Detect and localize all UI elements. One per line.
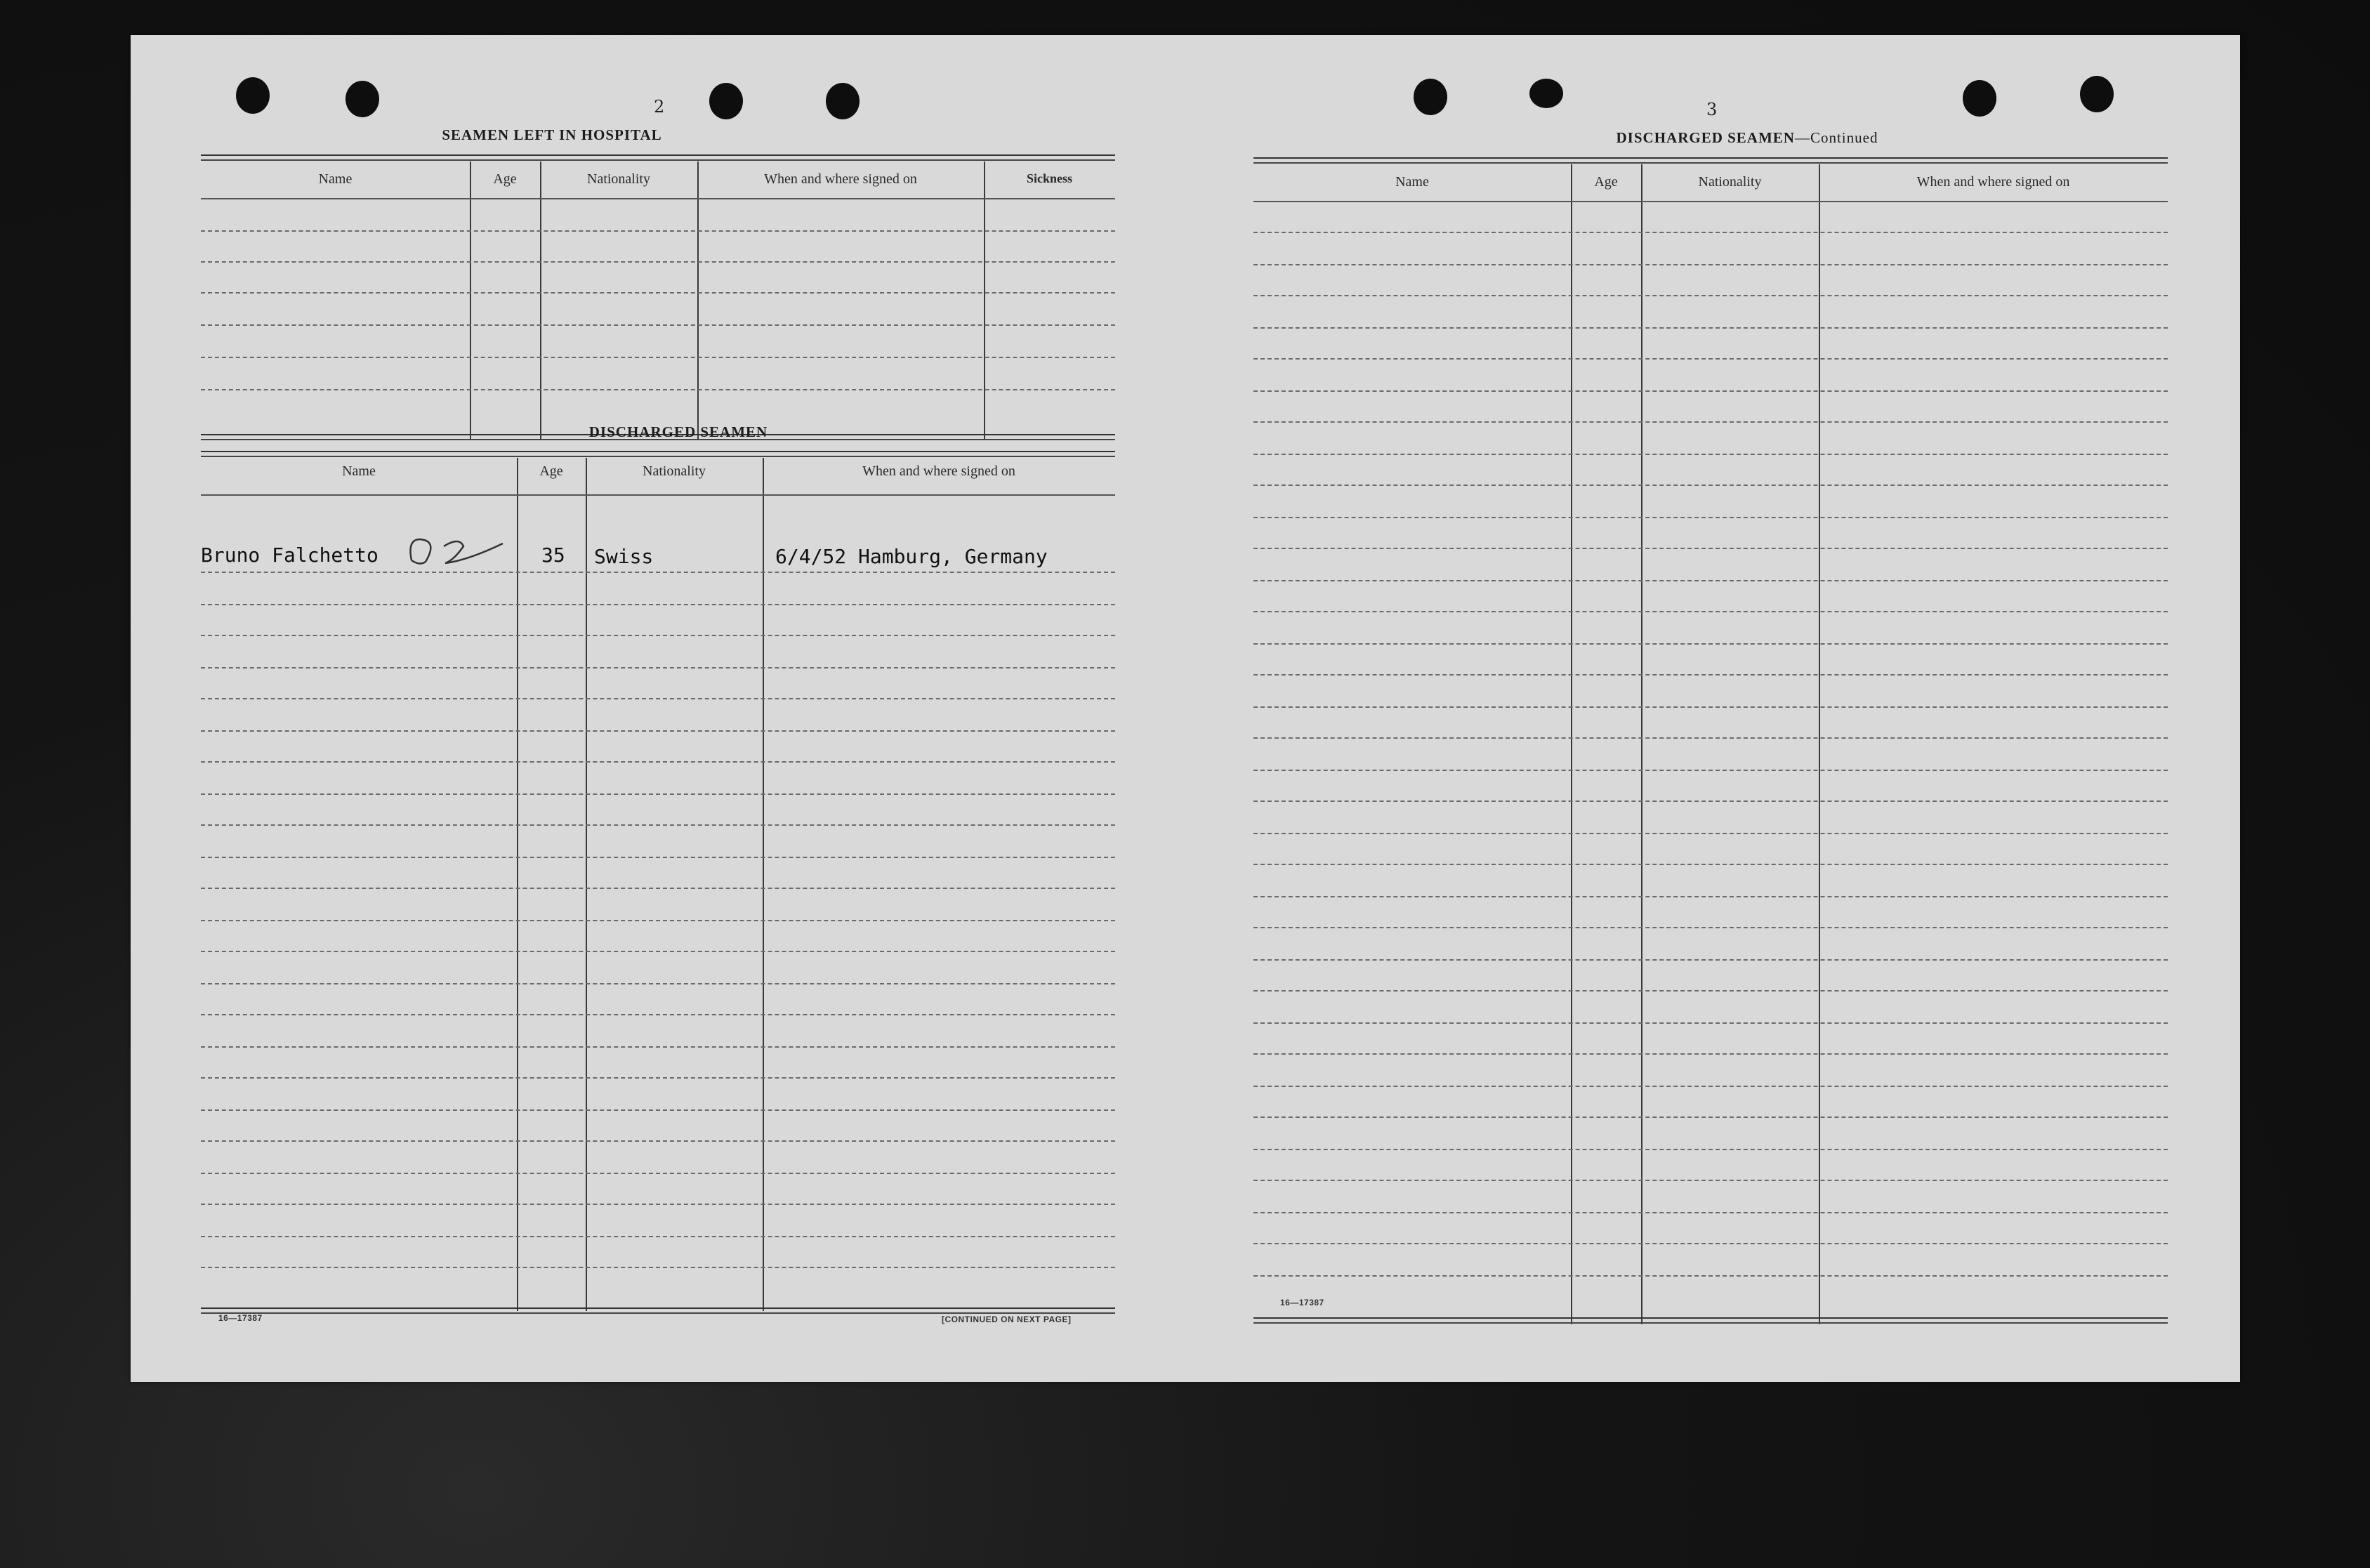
form-number: 16—17387 [1280, 1298, 1324, 1307]
seaman-nationality: Swiss [594, 545, 654, 568]
punch-hole [1529, 79, 1563, 108]
column-header-signed-on: When and where signed on [862, 463, 1015, 479]
form-number: 16—17387 [218, 1313, 263, 1323]
column-header-nationality: Nationality [1698, 174, 1762, 190]
column-header-signed-on: When and where signed on [1916, 174, 2070, 190]
discharged-table [201, 451, 1115, 1318]
handwritten-mark [404, 532, 510, 567]
discharged-continued-table [1253, 157, 2168, 1330]
column-header-age: Age [493, 171, 517, 187]
column-header-name: Name [342, 463, 376, 479]
page-number: 2 [654, 97, 665, 117]
column-header-sickness: Sickness [1026, 171, 1073, 185]
document-sheet [131, 35, 2240, 1382]
punch-hole [826, 83, 860, 119]
hospital-section-title: SEAMEN LEFT IN HOSPITAL [442, 126, 662, 143]
punch-hole [236, 77, 270, 114]
discharged-section-title: DISCHARGED SEAMEN [588, 423, 768, 440]
seaman-name: Bruno Falchetto [201, 543, 378, 567]
punch-hole [345, 81, 379, 117]
page-number: 3 [1706, 100, 1718, 119]
continued-note: [CONTINUED ON NEXT PAGE] [942, 1315, 1072, 1324]
punch-hole [1963, 80, 1996, 117]
punch-hole [1414, 79, 1447, 115]
right-page [1185, 35, 2240, 1382]
hospital-table [201, 154, 1115, 442]
column-header-nationality: Nationality [643, 463, 706, 479]
discharged-continued-title: DISCHARGED SEAMEN—Continued [1616, 129, 1878, 146]
column-header-age: Age [539, 463, 563, 479]
left-page [131, 35, 1185, 1382]
seaman-age: 35 [541, 543, 565, 567]
column-header-name: Name [318, 171, 353, 187]
punch-hole [709, 83, 743, 119]
punch-hole [2080, 76, 2114, 112]
column-header-signed-on: When and where signed on [764, 171, 917, 187]
column-header-name: Name [1395, 174, 1429, 190]
seaman-signed-on: 6/4/52 Hamburg, Germany [775, 545, 1048, 568]
column-header-age: Age [1594, 174, 1618, 190]
column-header-nationality: Nationality [587, 171, 650, 187]
